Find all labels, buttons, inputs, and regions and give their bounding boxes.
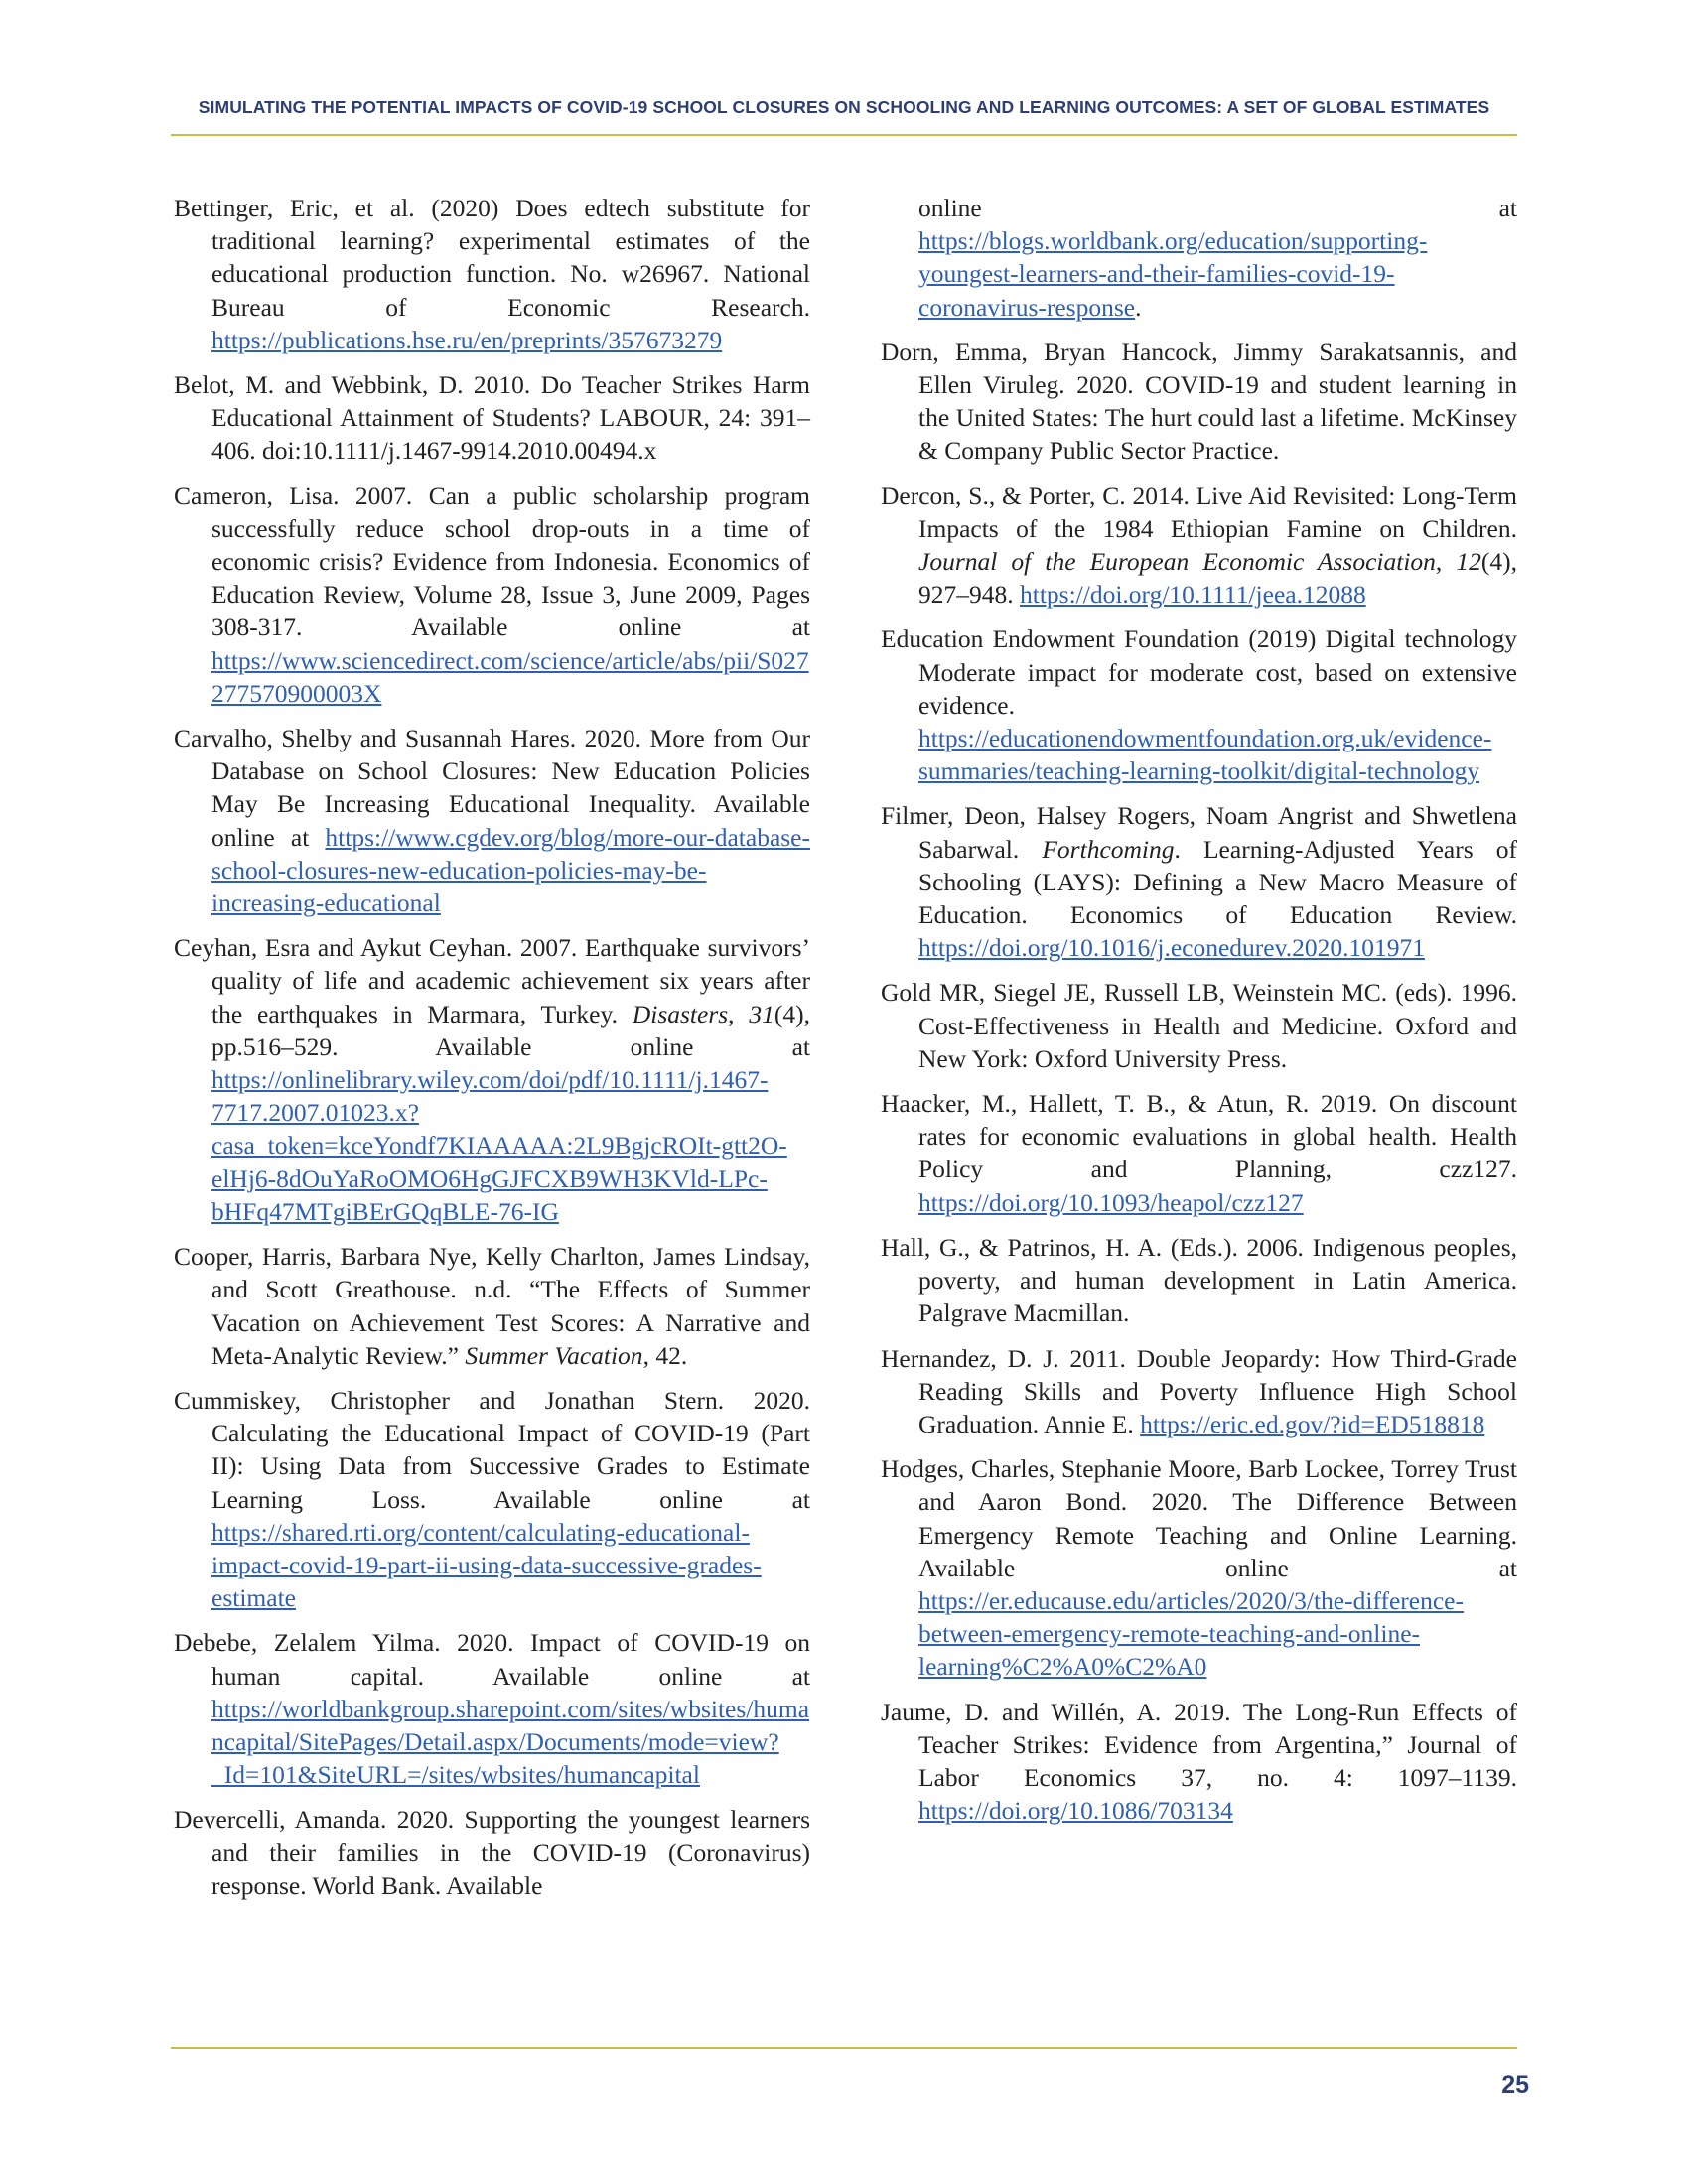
reference-entry [174,368,810,468]
reference-link[interactable]: https://blogs.worldbank.org/education/supporting-youngest-learners-and-their-families-covid-19-coronavirus-response [918,226,1428,322]
reference-entry [174,1240,810,1372]
reference-entry [881,1231,1517,1330]
running-header: SIMULATING THE POTENTIAL IMPACTS OF COVID-19 SCHOOL CLOSURES ON SCHOOLING AND LEARNING OUTCOMES: A SET OF GLOBAL ESTIMATES [198,97,1490,117]
reference-entry [881,1452,1517,1683]
reference-text: (4), 927–948. [918,547,1518,610]
reference-link[interactable]: https://www.cgdev.org/blog/more-our-database-school-closures-new-education-policies-may-be-increasing-educational [211,822,810,918]
reference-text: . Learning-Adjusted Years of Schooling (LAYS): Defining a New Macro Measure of Education. Economics of Education Review. [918,834,1517,930]
reference-volume: 12 [1456,547,1481,577]
reference-journal-title: Summer Vacation [465,1340,643,1370]
reference-entry [174,931,810,1228]
references-left-column [174,192,810,1914]
reference-link[interactable]: https://www.sciencedirect.com/science/article/abs/pii/S027277570900003X [211,645,809,708]
reference-link[interactable]: https://shared.rti.org/content/calculating-educational-impact-covid-19-part-ii-using-data-successive-grades-estimate [211,1517,762,1613]
reference-text: Education Endowment Foundation (2019) Digital technology Moderate impact for moderate cost, based on extensive evidence. [881,624,1517,720]
reference-text: Dorn, Emma, Bryan Hancock, Jimmy Sarakatsannis, and Ellen Viruleg. 2020. COVID-19 and student learning in the United States: The hurt could last a lifetime. McKinsey & Company Public Sector Practice. [881,337,1517,466]
reference-entry [881,976,1517,1075]
reference-entry [881,479,1517,612]
reference-status: Forthcoming [1042,834,1175,864]
reference-entry [881,799,1517,964]
reference-text: Carvalho, Shelby and Susannah Hares. 2020. More from Our Database on School Closures: New Education Policies May Be Increasing Educational Inequality. Available online at [174,724,810,852]
reference-text: Gold MR, Siegel JE, Russell LB, Weinstein MC. (eds). 1996. Cost-Effectiveness in Health and Medicine. Oxford and New York: Oxford University Press. [881,978,1517,1073]
reference-entry [174,192,810,356]
reference-entry [881,1342,1517,1441]
references-right-column [881,192,1517,1839]
reference-link[interactable]: https://doi.org/10.1016/j.econedurev.2020.101971 [918,933,1425,963]
reference-entry [881,1696,1517,1828]
reference-entry [881,1087,1517,1219]
reference-entry [174,479,810,710]
reference-link[interactable]: https://onlinelibrary.wiley.com/doi/pdf/10.1111/j.1467-7717.2007.01023.x?casa_token=kceYondf7KIAAAAA:2L9BgjcROIt-gtt2O-elHj6-8dOuYaRoOMO6HgGJFCXB9WH3KVld-LPc-bHFq47MTgiBErGQqBLE-76-IG [211,1065,787,1226]
reference-link[interactable]: https://publications.hse.ru/en/preprints/357673279 [211,325,723,354]
reference-text: Filmer, Deon, Halsey Rogers, Noam Angrist and Shwetlena Sabarwal. [881,801,1517,864]
reference-journal-title: Disasters [632,999,729,1028]
reference-entry [881,622,1517,787]
page-number: 25 [1501,2071,1529,2099]
reference-text: , 42. [642,1340,688,1370]
header-rule [171,134,1517,136]
reference-text: Hall, G., & Patrinos, H. A. (Eds.). 2006. Indigenous peoples, poverty, and human development in Latin America. Palgrave Macmillan. [881,1232,1517,1328]
reference-link[interactable]: https://worldbankgroup.sharepoint.com/sites/wbsites/humancapital/SitePages/Detail.aspx/Documents/mode=view?_Id=101&SiteURL=/sites/wbsites/humancapital [211,1694,810,1790]
reference-text: Devercelli, Amanda. 2020. Supporting the youngest learners and their families in the COVID-19 (Coronavirus) response. World Bank. Available [174,1805,810,1900]
reference-entry [174,1803,810,1902]
reference-entry [174,1384,810,1614]
reference-link[interactable]: https://er.educause.edu/articles/2020/3/the-difference-between-emergency-remote-teaching-and-online-learning%C2%A0%C2%A0 [918,1585,1464,1682]
reference-text: Belot, M. and Webbink, D. 2010. Do Teacher Strikes Harm Educational Attainment of Students? LABOUR, 24: 391–406. doi:10.1111/j.1467-9914.2010.00494.x [174,370,810,466]
reference-text: Ceyhan, Esra and Aykut Ceyhan. 2007. Earthquake survivors’ quality of life and academic achievement six years after the earthquakes in Marmara, Turkey. [174,933,810,1028]
reference-text: Dercon, S., & Porter, C. 2014. Live Aid Revisited: Long-Term Impacts of the 1984 Ethiopian Famine on Children. [881,480,1517,543]
reference-text: (4), pp.516–529. Available online at [211,999,810,1061]
reference-text: Cooper, Harris, Barbara Nye, Kelly Charlton, James Lindsay, and Scott Greathouse. n.d. “The Effects of Summer Vacation on Achievement Test Scores: A Narrative and Meta-Analytic Review.” [174,1242,810,1370]
reference-entry-continued [881,192,1517,324]
reference-text: online at [918,194,1517,222]
reference-entry [174,722,810,919]
reference-entry [174,1626,810,1791]
reference-journal-title: Journal of the European Economic Association [918,547,1436,577]
reference-link[interactable]: https://eric.ed.gov/?id=ED518818 [1140,1409,1485,1438]
reference-link[interactable]: https://doi.org/10.1086/703134 [918,1796,1233,1826]
reference-text: Cameron, Lisa. 2007. Can a public scholarship program successfully reduce school drop-outs in a time of economic crisis? Evidence from Indonesia. Economics of Education Review, Volume 28, Issue 3, June 2009, Pages 308-317. Available online at [174,480,810,642]
reference-text: Debebe, Zelalem Yilma. 2020. Impact of COVID-19 on human capital. Available online at [174,1628,810,1691]
reference-text: Cummiskey, Christopher and Jonathan Stern. 2020. Calculating the Educational Impact of COVID-19 (Part II): Using Data from Successive Grades to Estimate Learning Loss. Available online at [174,1385,810,1514]
reference-text: , [728,999,750,1028]
reference-link[interactable]: https://doi.org/10.1111/jeea.12088 [1020,580,1366,610]
reference-entry [881,336,1517,468]
reference-text: Haacker, M., Hallett, T. B., & Atun, R. 2019. On discount rates for economic evaluations in global health. Health Policy and Planning, czz127. [881,1089,1517,1184]
footer-rule [171,2047,1517,2049]
reference-text: Jaume, D. and Willén, A. 2019. The Long-Run Effects of Teacher Strikes: Evidence from Argentina,” Journal of Labor Economics 37, no. 4: 1097–1139. [881,1697,1517,1792]
reference-link[interactable]: https://doi.org/10.1093/heapol/czz127 [918,1187,1304,1217]
reference-text: Bettinger, Eric, et al. (2020) Does edtech substitute for traditional learning? experimental estimates of the educational production function. No. w26967. National Bureau of Economic Research. [174,194,810,322]
reference-text: , [1435,547,1457,577]
reference-link[interactable]: https://educationendowmentfoundation.org.uk/evidence-summaries/teaching-learning-toolkit/digital-technology [918,724,1492,786]
reference-text: Hernandez, D. J. 2011. Double Jeopardy: How Third-Grade Reading Skills and Poverty Influence High School Graduation. Annie E. [881,1343,1517,1438]
reference-text: Hodges, Charles, Stephanie Moore, Barb Lockee, Torrey Trust and Aaron Bond. 2020. The Difference Between Emergency Remote Teaching and Online Learning. Available online at [881,1454,1517,1582]
reference-volume: 31 [749,999,774,1028]
reference-text: . [1135,292,1142,322]
